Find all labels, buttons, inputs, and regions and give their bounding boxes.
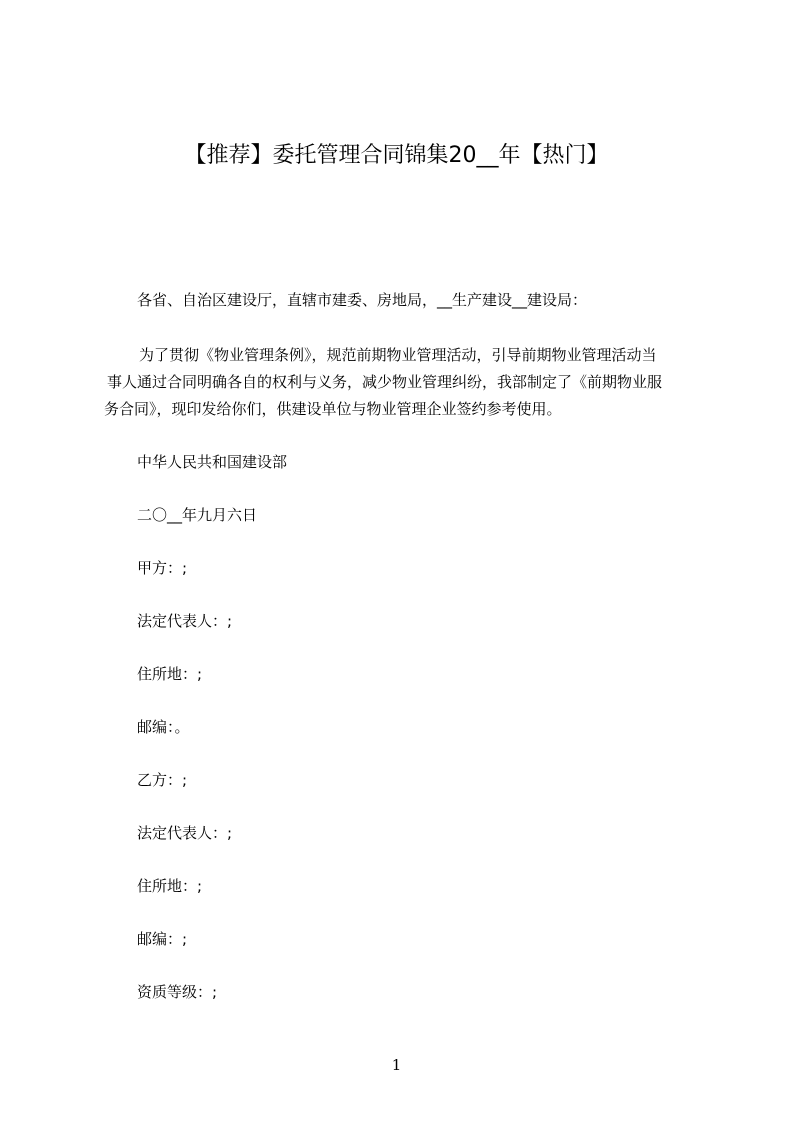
body-line-2: 事人通过合同明确各自的权利与义务，减少物业管理纠纷，我部制定了《前期物业服 <box>107 373 663 391</box>
salutation: 各省、自治区建设厅，直辖市建委、房地局，__生产建设__建设局： <box>137 291 588 309</box>
body-line-3: 务合同》，现印发给你们，供建设单位与物业管理企业签约参考使用。 <box>104 400 562 418</box>
party-b-address: 住所地：; <box>137 877 203 895</box>
party-a-postcode: 邮编：。 <box>137 718 190 736</box>
document-title: 【推荐】委托管理合同锦集20__年【热门】 <box>184 143 609 168</box>
party-a-name: 甲方：; <box>137 559 188 577</box>
party-b-legal-rep: 法定代表人：; <box>137 824 233 842</box>
party-a-address: 住所地：; <box>137 665 203 683</box>
issuer: 中华人民共和国建设部 <box>137 453 288 471</box>
party-b-name: 乙方：; <box>137 771 188 789</box>
page-number: 1 <box>391 1056 402 1074</box>
party-b-qualification: 资质等级：; <box>137 983 218 1001</box>
body-paragraph <box>104 342 704 423</box>
party-a-legal-rep: 法定代表人：; <box>137 612 233 630</box>
body-line-1: 为了贯彻《物业管理条例》，规范前期物业管理活动，引导前期物业管理活动当 <box>139 346 657 364</box>
issue-date: 二〇__年九月六日 <box>137 506 258 524</box>
party-b-postcode: 邮编：; <box>137 930 188 948</box>
